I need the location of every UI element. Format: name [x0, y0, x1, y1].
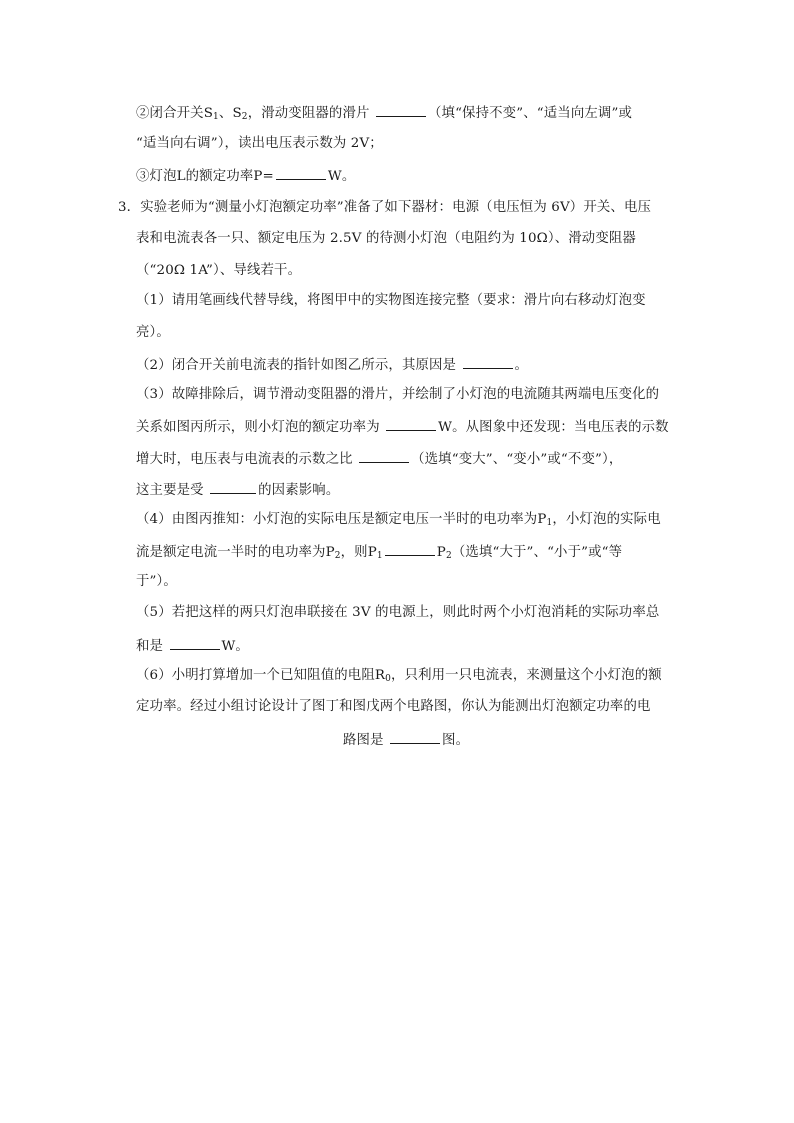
text: 和是	[136, 639, 164, 654]
text: （2）闭合开关前电流表的指针如图乙所示，其原因是	[136, 358, 457, 373]
text: 流是额定电流一半时的电功率为P	[136, 545, 335, 560]
text: ，小灯泡的实际电	[552, 512, 661, 527]
q3-part4-line2	[136, 542, 622, 565]
text: ，滑动变阻器的滑片	[247, 106, 370, 121]
answer-blank[interactable]	[463, 355, 513, 369]
subscript: 2	[241, 112, 248, 122]
subscript: 1	[213, 112, 219, 122]
q3-part3-line3	[136, 449, 622, 469]
text: 。	[514, 358, 529, 373]
text: P	[436, 545, 446, 560]
q3-part5-line2	[136, 636, 249, 656]
question-number: 3．	[118, 200, 141, 215]
subscript: 2	[445, 551, 452, 561]
text: W。从图象中还发现：当电压表的示数	[438, 420, 669, 435]
text: W。	[327, 169, 356, 184]
q3-part4-line3: 于”）。	[136, 574, 177, 589]
q3-intro-line2: 表和电流表各一只、额定电压为 2.5V 的待测小灯泡（电阻约为 10Ω）、滑动变阻器	[136, 231, 636, 246]
text: 图。	[442, 733, 470, 748]
q3-intro-line3: （“20Ω 1A”）、导线若干。	[136, 263, 302, 278]
q3-part3-line2	[136, 417, 669, 437]
answer-blank[interactable]	[390, 730, 440, 744]
text: ②闭合开关S	[136, 106, 214, 121]
text: 路图是	[343, 733, 384, 748]
subscript: 1	[376, 551, 383, 561]
subscript: 1	[546, 518, 553, 528]
q2-step2-line1	[136, 103, 632, 126]
q3-part2	[136, 355, 528, 375]
subscript: 0	[385, 674, 391, 684]
answer-blank[interactable]	[359, 449, 409, 463]
text: 关系如图丙所示，则小灯泡的额定功率为	[136, 420, 380, 435]
text: （6）小明打算增加一个已知阻值的电阻R	[136, 668, 386, 683]
text: ，只利用一只电流表，来测量这个小灯泡的额	[390, 668, 662, 683]
answer-blank[interactable]	[385, 542, 435, 556]
q2-step2-line2: “适当向右调”），读出电压表示数为 2V；	[136, 136, 383, 151]
answer-blank[interactable]	[210, 480, 256, 494]
answer-blank[interactable]	[376, 103, 426, 117]
q3-part6-line1	[136, 667, 662, 688]
q3-part3-line1: （3）故障排除后，调节滑动变阻器的滑片，并绘制了小灯泡的电流随其两端电压变化的	[136, 387, 660, 402]
q3-part6-line3	[343, 730, 469, 750]
text: （填“保持不变”、“适当向左调”或	[427, 106, 632, 121]
text: 、S	[218, 106, 242, 121]
q3-part4-line1	[136, 511, 661, 532]
text: ，则P	[340, 545, 377, 560]
q3-part1-line1: （1）请用笔画线代替导线，将图甲中的实物图连接完整（要求：滑片向右移动灯泡变	[136, 293, 646, 308]
q3-part5-line1: （5）若把这样的两只灯泡串联接在 3V 的电源上，则此时两个小灯泡消耗的实际功率总	[136, 605, 660, 620]
q3-intro-line1	[118, 199, 651, 217]
text: （选填“大于”、“小于”或“等	[451, 545, 623, 560]
text: （4）由图丙推知：小灯泡的实际电压是额定电压一半时的电功率为P	[136, 512, 547, 527]
q3-part6-line2: 定功率。经过小组讨论设计了图丁和图戊两个电路图，你认为能测出灯泡额定功率的电	[136, 699, 651, 714]
q3-part3-line4	[136, 480, 339, 500]
text: 实验老师为“测量小灯泡额定功率”准备了如下器材：电源（电压恒为 6V）开关、电压	[140, 200, 652, 215]
text: 这主要是受	[136, 483, 204, 498]
q3-part1-line2: 亮）。	[136, 325, 170, 340]
text: 增大时，电压表与电流表的示数之比	[136, 452, 353, 467]
text: ③灯泡L的额定功率P=	[136, 169, 274, 184]
answer-blank[interactable]	[276, 166, 326, 180]
text: W。	[221, 639, 249, 654]
text: 的因素影响。	[258, 483, 340, 498]
text: （选填“变大”、“变小”或“不变”），	[411, 452, 623, 467]
answer-blank[interactable]	[170, 636, 220, 650]
q2-step3	[136, 166, 355, 186]
answer-blank[interactable]	[386, 417, 436, 431]
subscript: 2	[334, 551, 341, 561]
